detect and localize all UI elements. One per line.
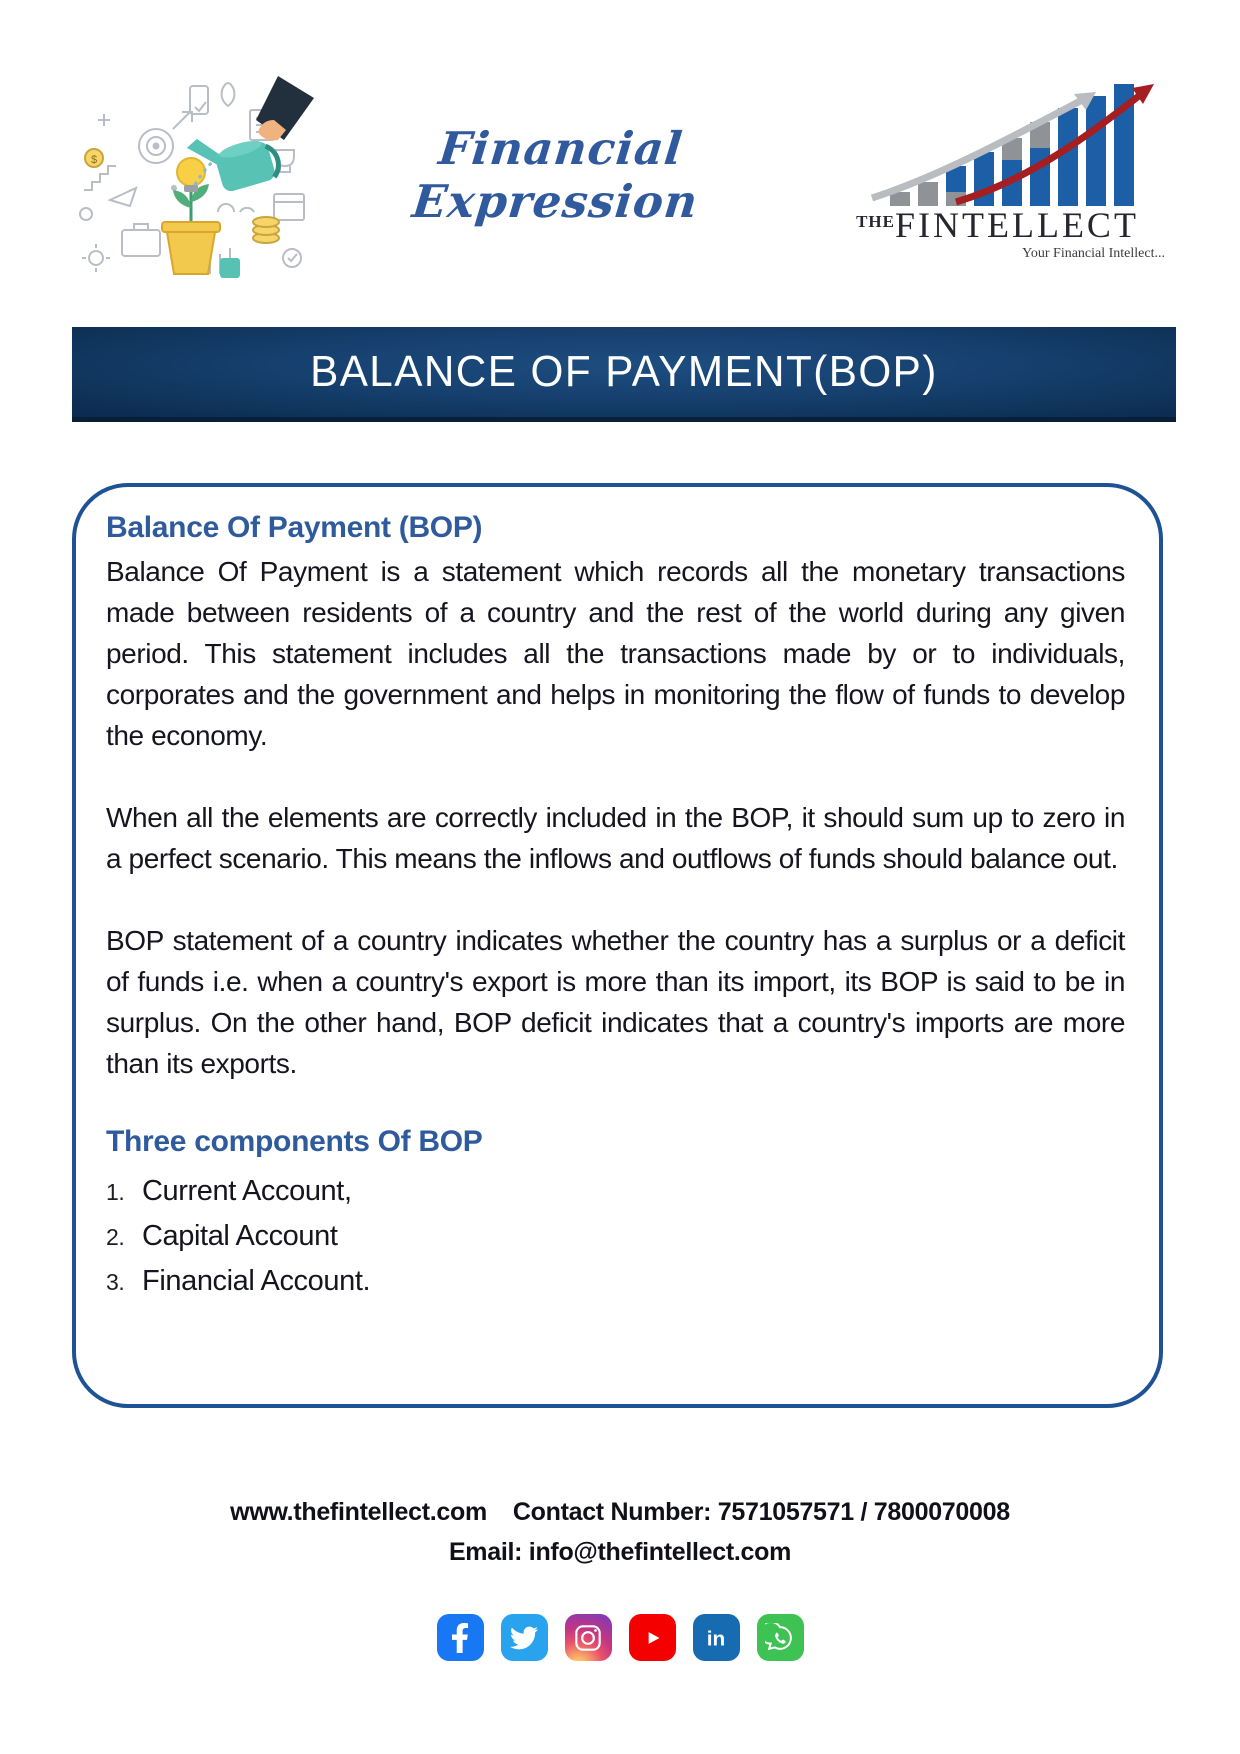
linkedin-icon[interactable]	[693, 1614, 740, 1661]
doodle-illustration	[70, 62, 314, 284]
list-number: 3.	[106, 1269, 125, 1295]
footer-email-line: Email: info@thefintellect.com	[448, 1538, 792, 1566]
logo-tagline: Your Financial Intellect...	[1022, 246, 1165, 261]
hand-watering-plant-graphic	[70, 62, 314, 284]
contact-number-text: Contact Number: 7571057571 / 7800070008	[512, 1498, 1010, 1526]
list-item-label: Financial Account.	[142, 1265, 371, 1297]
website-text: www.thefintellect.com	[230, 1498, 487, 1526]
twitter-icon[interactable]	[501, 1614, 548, 1661]
brand-title: Financial Expression	[409, 122, 701, 228]
fintellect-logo	[830, 76, 1165, 262]
list-item-label: Capital Account	[142, 1220, 338, 1252]
list-number: 1.	[106, 1179, 125, 1205]
paragraph-3: BOP statement of a country indicates whether the country has a surplus or a deficit of funds i.e. when a country's export is more than its import, its BOP is said to be in surplus. On the other hand, BOP deficit indicates that a country's imports are more than its exports.	[106, 925, 1125, 1079]
title-banner	[72, 327, 1176, 422]
list-item-label: Current Account,	[142, 1175, 352, 1207]
card-subheading: Three components Of BOP	[106, 1125, 483, 1158]
footer-contact-line	[0, 1498, 1240, 1527]
list-item	[106, 1259, 1125, 1304]
list-item	[106, 1214, 1125, 1259]
logo-bar-chart-icon	[860, 76, 1160, 208]
logo-the: THE	[856, 212, 895, 231]
youtube-icon[interactable]	[629, 1614, 676, 1661]
page-title: BALANCE OF PAYMENT(BOP)	[310, 347, 938, 396]
paragraph-2: When all the elements are correctly included in the BOP, it should sum up to zero in a perfect scenario. This means the inflows and outflows of funds should balance out.	[106, 802, 1125, 874]
logo-name: FINTELLECT	[894, 205, 1139, 245]
logo-wordmark	[830, 204, 1165, 246]
paragraph-1: Balance Of Payment is a statement which records all the monetary transactions made between residents of a country and the rest of the world during any given period. This statement includes all the transactions made by or to individuals, corporates and the government and helps in monitoring the flow of funds to develop the economy.	[106, 556, 1125, 751]
svg-text:$: $	[90, 154, 98, 166]
social-icons-row	[0, 1614, 1240, 1661]
content-card	[72, 483, 1163, 1408]
card-heading: Balance Of Payment (BOP)	[106, 511, 483, 544]
facebook-icon[interactable]	[437, 1614, 484, 1661]
svg-text:in: in	[706, 1627, 726, 1651]
bop-components-list	[106, 1169, 1125, 1304]
list-item	[106, 1169, 1125, 1214]
whatsapp-icon[interactable]	[757, 1614, 804, 1661]
list-number: 2.	[106, 1224, 125, 1250]
instagram-icon[interactable]	[565, 1614, 612, 1661]
